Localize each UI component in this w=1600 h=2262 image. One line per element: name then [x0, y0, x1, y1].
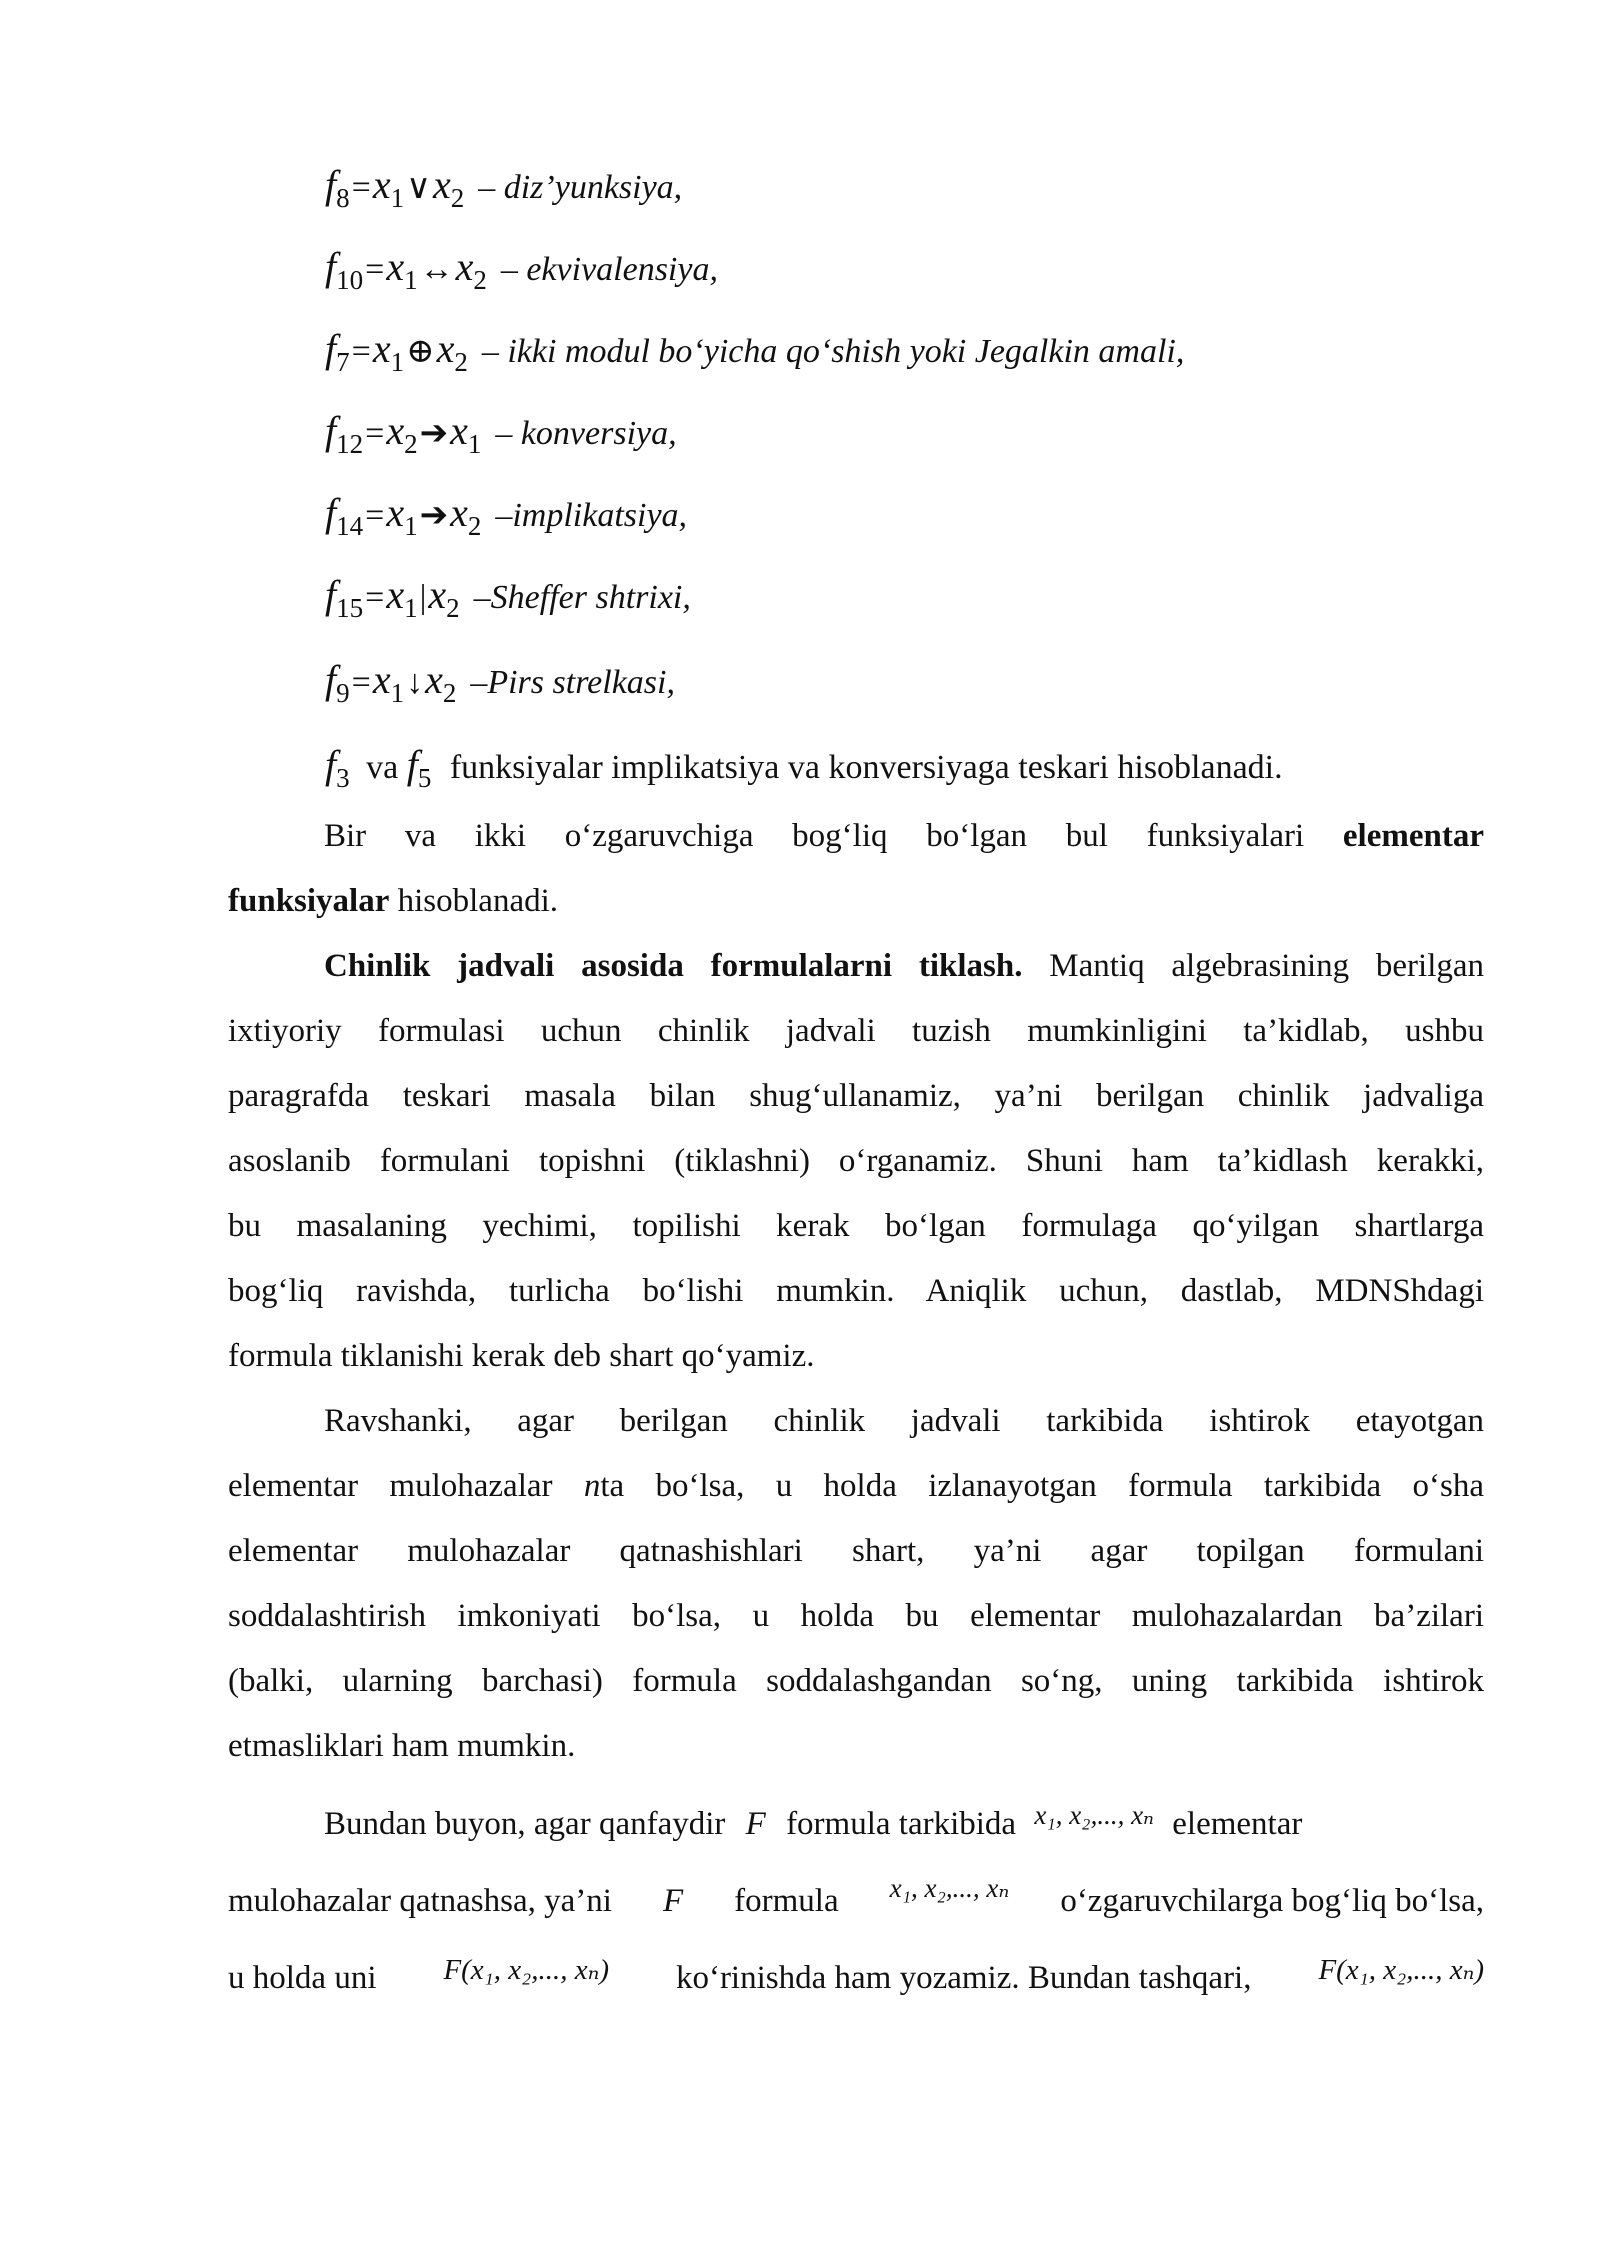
f3-symbol: $f_3$ — [325, 742, 350, 793]
paragraph-elementar — [228, 804, 1484, 934]
formula-line — [325, 657, 675, 713]
f3-f5-text: funksiyalar implikatsiya va konversiyaga teskari hisoblanadi. — [449, 749, 1283, 786]
formula-line — [325, 572, 691, 628]
operator-symbol: ➔ — [419, 497, 449, 534]
vars-list-2: x₁, x₂,..., xₙ — [889, 1873, 1010, 1903]
f3-f5-line — [325, 742, 1283, 798]
F-vars-2: F(x₁, x₂,..., xₙ) — [1318, 1954, 1484, 1986]
f5-symbol: $f_5$ — [406, 742, 432, 793]
formula-expression: $f_8=x_1\vee x_2$ — [325, 162, 465, 213]
operator-symbol: ➔ — [419, 415, 449, 452]
formula-line — [325, 326, 1185, 382]
p2-line4: asoslanib formulani topishni (tiklashni) o‘rganamiz. Shuni ham ta’kidlash kerakki, — [228, 1143, 1484, 1179]
formula-expression: $f_7=x_1\oplus x_2$ — [325, 326, 468, 377]
formula-line — [325, 490, 688, 546]
formula-description: – diz’yunksiya, — [478, 169, 683, 206]
formula-description: –Pirs strelkasi, — [470, 664, 675, 701]
formula-expression: $f_{14}=x_1➔x_2$ — [325, 490, 482, 541]
formula-expression: $f_{12}=x_2➔x_1$ — [325, 408, 482, 459]
vars-list: x₁, x₂,..., xₙ — [1034, 1800, 1154, 1830]
paragraph-chinlik — [228, 934, 1484, 1389]
p3-line2: elementar mulohazalar nta bo‘lsa, u holda izlanayotgan formula tarkibida o‘sha — [228, 1468, 1485, 1504]
p1-line1: Bir va ikki o‘zgaruvchiga bog‘liq bo‘lgan bul funksiyalari elementar — [324, 818, 1484, 854]
p4-line1: Bundan buyon, agar qanfaydir F formula tarkibida $^{x_1, x_2,..., x_n}$ elementar — [324, 1800, 1303, 1842]
F-symbol-2: F — [662, 1883, 684, 1919]
p2-line1: Chinlik jadvali asosida formulalarni tiklash. Mantiq algebrasining berilgan — [324, 948, 1485, 984]
operator-symbol: ↔ — [419, 251, 454, 288]
formula-description: –Sheffer shtrixi, — [473, 579, 691, 616]
p2-line3: paragrafda teskari masala bilan shug‘ullanamiz, ya’ni berilgan chinlik jadvaliga — [228, 1078, 1484, 1114]
operator-symbol: ⊕ — [406, 333, 435, 370]
p2-line7: formula tiklanishi kerak deb shart qo‘yamiz. — [228, 1338, 815, 1374]
paragraph-ravshanki — [228, 1389, 1484, 1779]
formula-line — [325, 162, 683, 218]
formula-line — [325, 408, 677, 464]
formula-line — [325, 244, 718, 300]
p3-line4: soddalashtirish imkoniyati bo‘lsa, u holda bu elementar mulohazalardan ba’zilari — [228, 1598, 1484, 1634]
p2-line2: ixtiyoriy formulasi uchun chinlik jadvali tuzish mumkinligini ta’kidlab, ushbu — [228, 1013, 1484, 1049]
formula-expression: $f_9=x_1↓x_2$ — [325, 657, 457, 708]
F-symbol: F — [745, 1806, 766, 1842]
p3-line1: Ravshanki, agar berilgan chinlik jadvali tarkibida ishtirok etayotgan — [324, 1403, 1484, 1439]
operator-symbol: | — [419, 579, 427, 616]
p4-line3: u holda uni F(x₁, x₂,..., xₙ) ko‘rinishda ham yozamiz. Bundan tashqari, F(x₁, x₂,..., xₙ) — [228, 1954, 1484, 1996]
p2-line6: bog‘liq ravishda, turlicha bo‘lishi mumkin. Aniqlik uchun, dastlab, MDNShdagi — [228, 1273, 1484, 1309]
operator-symbol: ↓ — [406, 664, 424, 701]
formula-description: – ekvivalensiya, — [500, 251, 718, 288]
formula-description: –implikatsiya, — [495, 497, 688, 534]
p2-line5: bu masalaning yechimi, topilishi kerak bo‘lgan formulaga qo‘yilgan shartlarga — [228, 1208, 1484, 1244]
formula-description: – konversiya, — [495, 415, 677, 452]
n-variable: n — [583, 1468, 601, 1504]
p3-line3: elementar mulohazalar qatnashishlari shart, ya’ni agar topilgan formulani — [228, 1533, 1484, 1569]
p4-line2: mulohazalar qatnashsa, ya’ni F formula x₁, x₂,..., xₙ o‘zgaruvchilarga bog‘liq bo‘lsa, — [228, 1873, 1484, 1919]
p3-line5: (balki, ularning barchasi) formula soddalashgandan so‘ng, uning tarkibida ishtirok — [228, 1663, 1484, 1699]
F-vars-1: F(x₁, x₂,..., xₙ) — [443, 1954, 609, 1986]
p3-line6: etmasliklari ham mumkin. — [228, 1728, 576, 1764]
va-text: va — [366, 749, 399, 786]
formula-expression: $f_{10}=x_1\leftrightarrow x_2$ — [325, 244, 487, 295]
formula-expression: $f_{15}=x_1|x_2$ — [325, 572, 460, 623]
operator-symbol: ∨ — [406, 169, 431, 206]
p1-line2: funksiyalar hisoblanadi. — [228, 883, 559, 919]
section-title: Chinlik jadvali asosida formulalarni tiklash. — [324, 948, 1023, 984]
formula-description: – ikki modul bo‘yicha qo‘shish yoki Jegalkin amali, — [481, 333, 1185, 370]
